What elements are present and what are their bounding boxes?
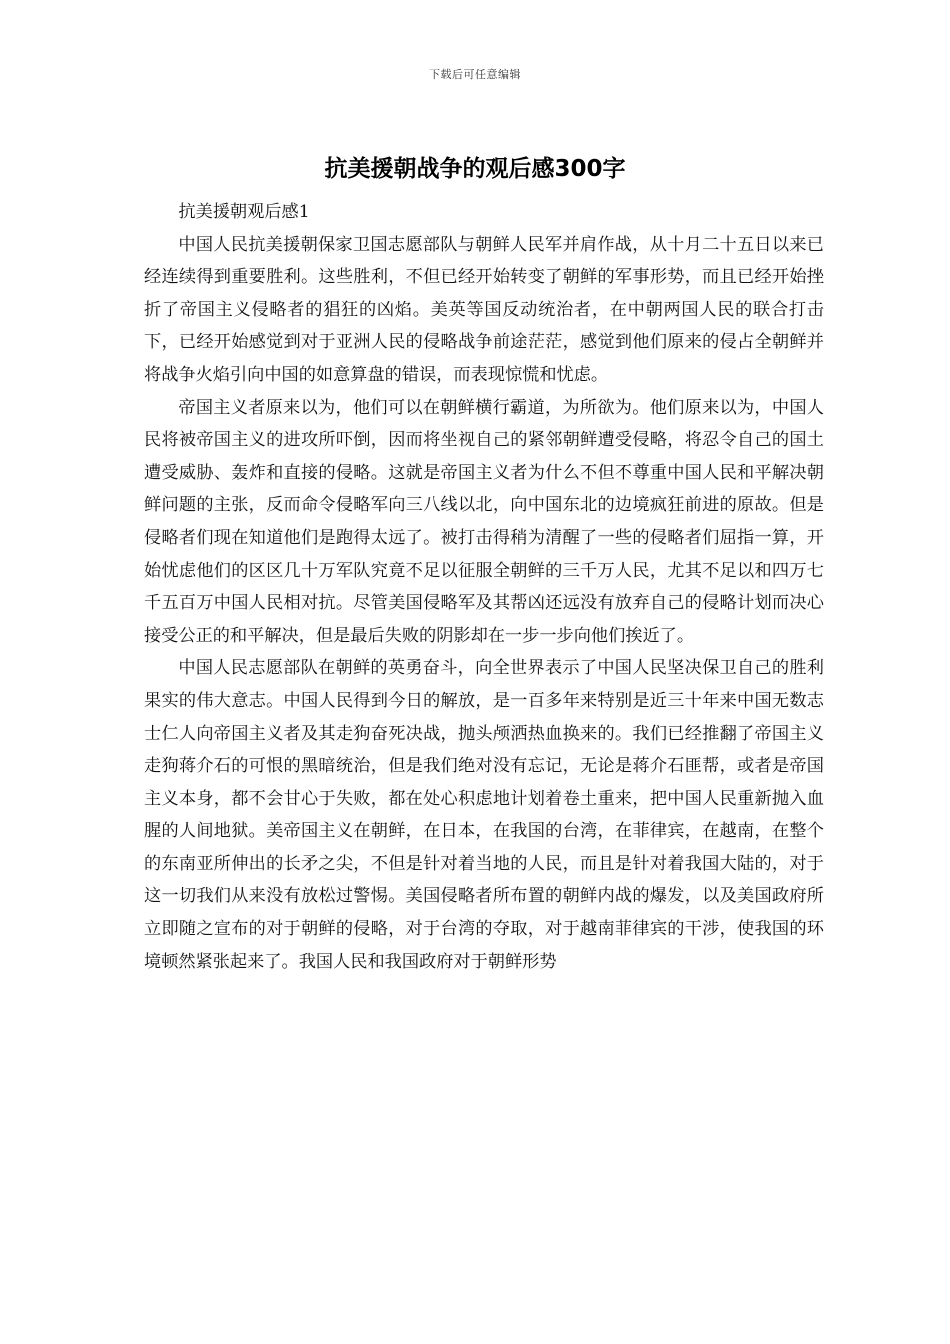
document-title: 抗美援朝战争的观后感300字 — [324, 156, 626, 182]
document-subtitle: 抗美援朝观后感1 — [178, 202, 310, 222]
document-body — [144, 196, 824, 978]
paragraph: 帝国主义者原来以为，他们可以在朝鲜横行霸道，为所欲为。他们原来以为，中国人民将被帝国主义的进攻所吓倒，因而将坐视自己的紧邻朝鲜遭受侵略，将忍令自己的国土遭受威胁、轰炸和直接的侵略。这就是帝国主义者为什么不但不尊重中国人民和平解决朝鲜问题的主张，反而命令侵略军向三八线以北，向中国东北的边境疯狂前进的原故。但是侵略者们现在知道他们是跑得太远了。被打击得稍为清醒了一些的侵略者们屈指一算，开始忧虑他们的区区几十万军队究竟不足以征服全朝鲜的三千万人民，尤其不足以和四万七千五百万中国人民相对抗。尽管美国侵略军及其帮凶还远没有放弃自己的侵略计划而决心接受公正的和平解决，但是最后失败的阴影却在一步一步向他们挨近了。 — [144, 397, 824, 646]
paragraph: 中国人民抗美援朝保家卫国志愿部队与朝鲜人民军并肩作战，从十月二十五日以来已经连续得到重要胜利。这些胜利，不但已经开始转变了朝鲜的军事形势，而且已经开始挫折了帝国主义侵略者的猖狂的凶焰。美英等国反动统治者，在中朝两国人民的联合打击下，已经开始感觉到对于亚洲人民的侵略战争前途茫茫，感觉到他们原来的侵占全朝鲜并将战争火焰引向中国的如意算盘的错误，而表现惊慌和忧虑。 — [144, 234, 824, 385]
paragraph: 中国人民志愿部队在朝鲜的英勇奋斗，向全世界表示了中国人民坚决保卫自己的胜利果实的伟大意志。中国人民得到今日的解放，是一百多年来特别是近三十年来中国无数志士仁人向帝国主义者及其走狗奋死决战，抛头颅洒热血换来的。我们已经推翻了帝国主义走狗蒋介石的可恨的黑暗统治，但是我们绝对没有忘记，无论是蒋介石匪帮，或者是帝国主义本身，都不会甘心于失败，都在处心积虑地计划着卷土重来，把中国人民重新抛入血腥的人间地狱。美帝国主义在朝鲜，在日本，在我国的台湾，在菲律宾，在越南，在整个的东南亚所伸出的长矛之尖，不但是针对着当地的人民，而且是针对着我国大陆的，对于这一切我们从来没有放松过警惕。美国侵略者所布置的朝鲜内战的爆发，以及美国政府所立即随之宣布的对于朝鲜的侵略，对于台湾的夺取，对于越南菲律宾的干涉，使我国的环境顿然紧张起来了。我国人民和我国政府对于朝鲜形势 — [144, 658, 824, 972]
header-note: 下载后可任意编辑 — [429, 68, 521, 81]
